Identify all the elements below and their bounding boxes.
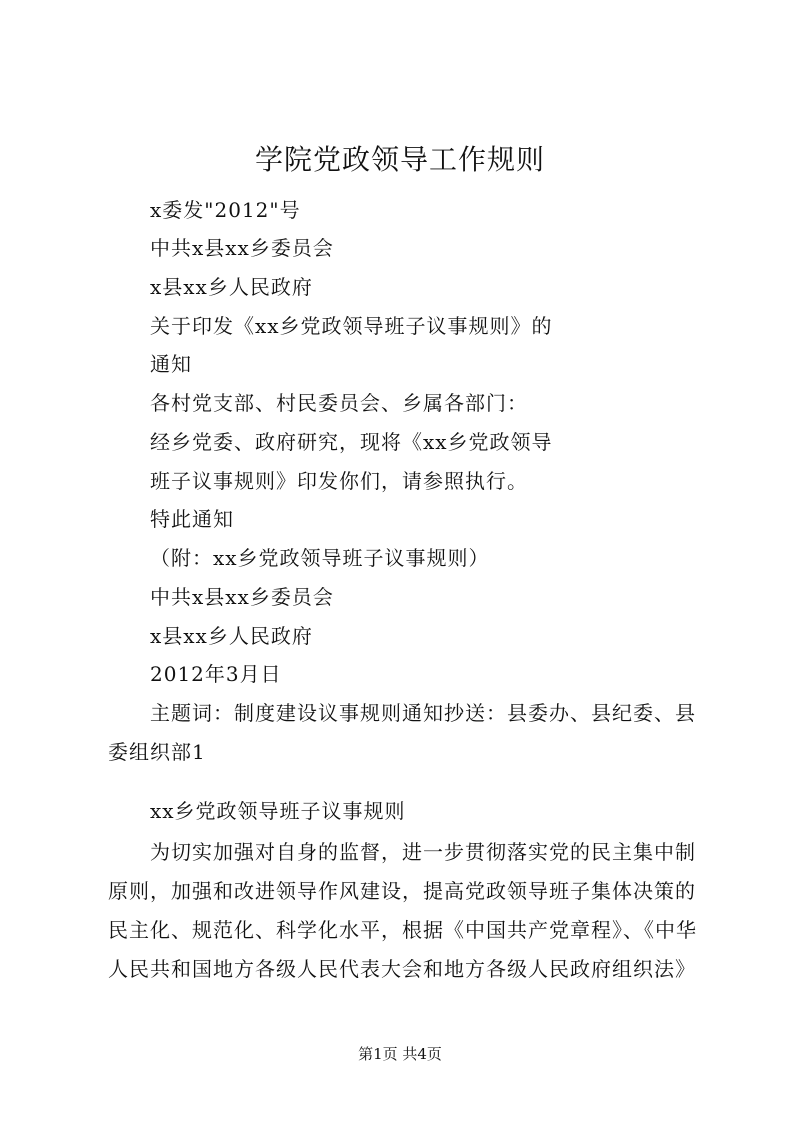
notice-closing: 特此通知 — [150, 507, 234, 531]
body-line-3: 民主化、规范化、科学化水平，根据《中国共产党章程》、《中华 — [108, 918, 697, 942]
body-line-2: 原则，加强和改进领导作风建设，提高党政领导班子集体决策的 — [108, 879, 696, 903]
page-number-footer: 第1页 共4页 — [358, 1045, 442, 1063]
notice-body-line-1: 经乡党委、政府研究，现将《xx乡党政领导 — [150, 430, 553, 454]
notice-heading-line-2: 通知 — [150, 352, 192, 376]
section-heading: xx乡党政领导班子议事规则 — [150, 799, 406, 823]
attachment-note: （附：xx乡党政领导班子议事规则） — [150, 546, 490, 570]
signature-government: x县xx乡人民政府 — [150, 624, 313, 648]
document-date: 2012年3月日 — [150, 662, 282, 686]
recipients-line: 各村党支部、村民委员会、乡属各部门： — [150, 391, 528, 415]
document-title: 学院党政领导工作规则 — [254, 143, 545, 176]
body-line-4: 人民共和国地方各级人民代表大会和地方各级人民政府组织法》 — [108, 957, 696, 981]
document-number: x委发"2012"号 — [150, 198, 301, 222]
notice-body-line-2: 班子议事规则》印发你们，请参照执行。 — [150, 469, 528, 493]
subject-line-2: 委组织部1 — [108, 740, 206, 764]
notice-heading-line-1: 关于印发《xx乡党政领导班子议事规则》的 — [150, 314, 553, 338]
body-line-1: 为切实加强对自身的监督，进一步贯彻落实党的民主集中制 — [150, 840, 696, 864]
issuer-government: x县xx乡人民政府 — [150, 275, 313, 299]
signature-party-committee: 中共x县xx乡委员会 — [150, 585, 334, 609]
issuer-party-committee: 中共x县xx乡委员会 — [150, 236, 334, 260]
subject-line-1: 主题词：制度建设议事规则通知抄送：县委办、县纪委、县 — [150, 701, 696, 725]
